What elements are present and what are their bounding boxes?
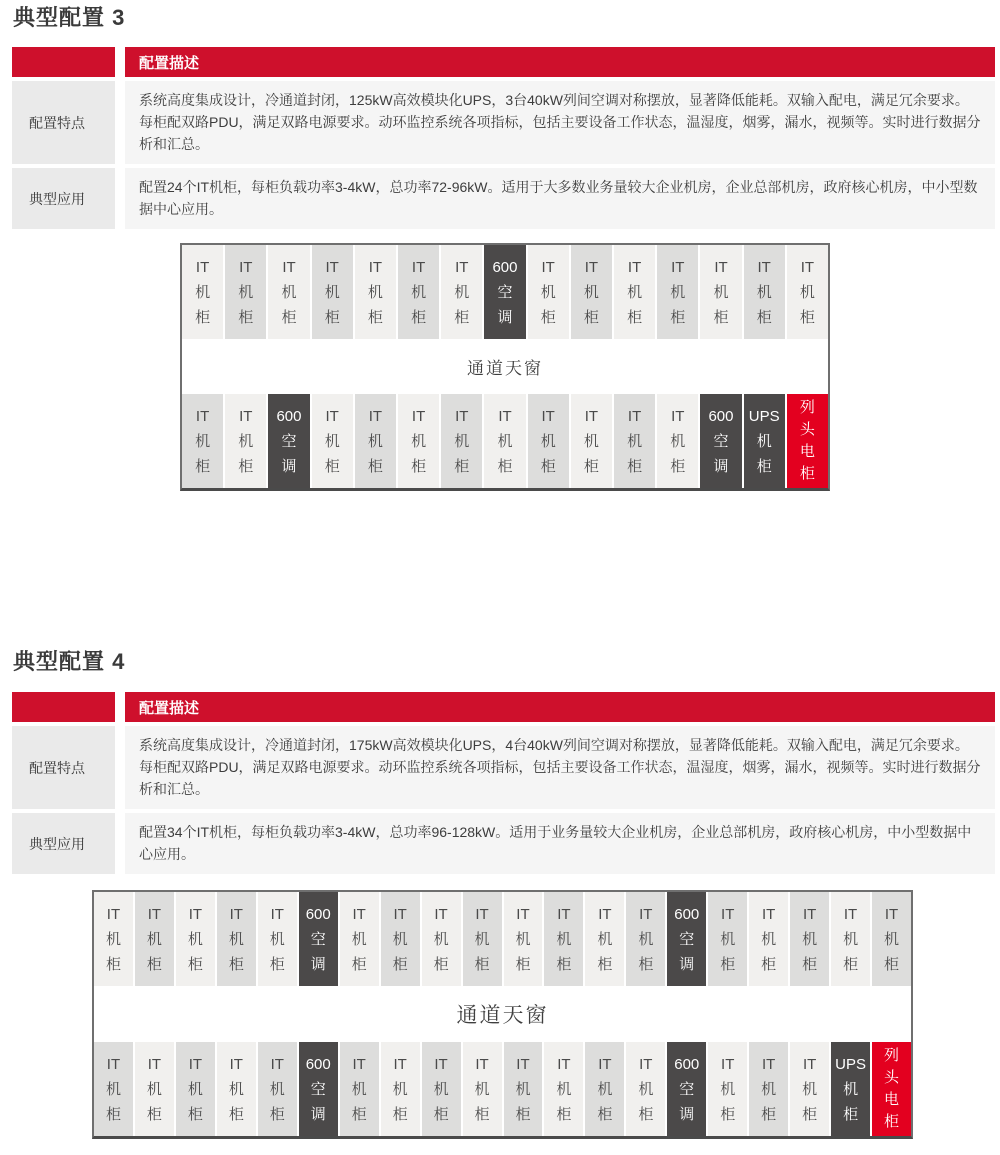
ac-600-cell: 600 空 调: [268, 394, 309, 488]
aisle-skylight-band: 通道天窗: [182, 339, 828, 394]
it-cabinet-cell: IT 机 柜: [790, 892, 829, 986]
table-row-label-application: 典型应用: [12, 813, 115, 874]
it-cabinet-cell: IT 机 柜: [463, 892, 502, 986]
it-cabinet-cell: IT 机 柜: [312, 245, 353, 339]
it-cabinet-cell: IT 机 柜: [176, 892, 215, 986]
it-cabinet-cell: IT 机 柜: [268, 245, 309, 339]
it-cabinet-cell: IT 机 柜: [571, 245, 612, 339]
ups-cabinet-cell: UPS 机 柜: [744, 394, 785, 488]
row-head-power-cabinet-cell: 列 头 电 柜: [872, 1042, 911, 1136]
it-cabinet-cell: IT 机 柜: [872, 892, 911, 986]
it-cabinet-cell: IT 机 柜: [225, 394, 266, 488]
it-cabinet-cell: IT 机 柜: [744, 245, 785, 339]
it-cabinet-cell: IT 机 柜: [182, 394, 223, 488]
it-cabinet-cell: IT 机 柜: [381, 1042, 420, 1136]
it-cabinet-cell: IT 机 柜: [340, 1042, 379, 1136]
it-cabinet-cell: IT 机 柜: [528, 394, 569, 488]
it-cabinet-cell: IT 机 柜: [585, 892, 624, 986]
it-cabinet-cell: IT 机 柜: [504, 892, 543, 986]
table-header-spacer: [12, 47, 115, 77]
ac-600-cell: 600 空 调: [667, 1042, 706, 1136]
it-cabinet-cell: IT 机 柜: [571, 394, 612, 488]
aisle-skylight-band: 通道天窗: [94, 986, 911, 1042]
it-cabinet-cell: IT 机 柜: [381, 892, 420, 986]
it-cabinet-cell: IT 机 柜: [94, 1042, 133, 1136]
config-3-spec-table: [12, 47, 995, 229]
it-cabinet-cell: IT 机 柜: [441, 245, 482, 339]
ac-600-cell: 600 空 调: [667, 892, 706, 986]
it-cabinet-cell: IT 机 柜: [463, 1042, 502, 1136]
rack-row-bottom: [94, 1042, 911, 1136]
it-cabinet-cell: IT 机 柜: [544, 1042, 583, 1136]
it-cabinet-cell: IT 机 柜: [708, 892, 747, 986]
it-cabinet-cell: IT 机 柜: [790, 1042, 829, 1136]
it-cabinet-cell: IT 机 柜: [258, 1042, 297, 1136]
table-row-text-features: 系统高度集成设计，冷通道封闭，125kW高效模块化UPS，3台40kW列间空调对称摆放，显著降低能耗。双输入配电，满足冗余要求。每柜配双路PDU，满足双路电源要求。动环监控系统各项指标，包括主要设备工作状态，温湿度，烟雾，漏水，视频等。实时进行数据分析和汇总。: [125, 81, 995, 164]
it-cabinet-cell: IT 机 柜: [749, 892, 788, 986]
it-cabinet-cell: IT 机 柜: [626, 1042, 665, 1136]
it-cabinet-cell: IT 机 柜: [312, 394, 353, 488]
table-row-label-features: 配置特点: [12, 81, 115, 164]
ac-600-cell: 600 空 调: [484, 245, 525, 339]
it-cabinet-cell: IT 机 柜: [700, 245, 741, 339]
it-cabinet-cell: IT 机 柜: [135, 892, 174, 986]
ups-cabinet-cell: UPS 机 柜: [831, 1042, 870, 1136]
it-cabinet-cell: IT 机 柜: [484, 394, 525, 488]
it-cabinet-cell: IT 机 柜: [135, 1042, 174, 1136]
it-cabinet-cell: IT 机 柜: [626, 892, 665, 986]
table-header-label: 配置描述: [125, 47, 995, 77]
it-cabinet-cell: IT 机 柜: [340, 892, 379, 986]
it-cabinet-cell: IT 机 柜: [217, 1042, 256, 1136]
it-cabinet-cell: IT 机 柜: [225, 245, 266, 339]
it-cabinet-cell: IT 机 柜: [258, 892, 297, 986]
it-cabinet-cell: IT 机 柜: [355, 245, 396, 339]
it-cabinet-cell: IT 机 柜: [657, 394, 698, 488]
it-cabinet-cell: IT 机 柜: [176, 1042, 215, 1136]
it-cabinet-cell: IT 机 柜: [422, 892, 461, 986]
table-row-text-application: 配置34个IT机柜，每柜负载功率3-4kW，总功率96-128kW。适用于业务量较大企业机房，企业总部机房，政府核心机房，中小型数据中心应用。: [125, 813, 995, 874]
rack-row-top: [182, 245, 828, 339]
it-cabinet-cell: IT 机 柜: [182, 245, 223, 339]
ac-600-cell: 600 空 调: [299, 892, 338, 986]
it-cabinet-cell: IT 机 柜: [585, 1042, 624, 1136]
section-title-config-4: 典型配置 4: [13, 649, 126, 674]
ac-600-cell: 600 空 调: [299, 1042, 338, 1136]
it-cabinet-cell: IT 机 柜: [504, 1042, 543, 1136]
it-cabinet-cell: IT 机 柜: [217, 892, 256, 986]
config-3-rack-layout-diagram: [180, 243, 830, 491]
it-cabinet-cell: IT 机 柜: [657, 245, 698, 339]
table-header-label: 配置描述: [125, 692, 995, 722]
config-4-spec-table: [12, 692, 995, 874]
rack-row-top: [94, 892, 911, 986]
it-cabinet-cell: IT 机 柜: [708, 1042, 747, 1136]
it-cabinet-cell: IT 机 柜: [528, 245, 569, 339]
table-row-label-application: 典型应用: [12, 168, 115, 229]
table-row-text-application: 配置24个IT机柜，每柜负载功率3-4kW，总功率72-96kW。适用于大多数业务量较大企业机房，企业总部机房，政府核心机房，中小型数据中心应用。: [125, 168, 995, 229]
it-cabinet-cell: IT 机 柜: [787, 245, 828, 339]
table-header-spacer: [12, 692, 115, 722]
it-cabinet-cell: IT 机 柜: [422, 1042, 461, 1136]
rack-row-bottom: [182, 394, 828, 488]
it-cabinet-cell: IT 机 柜: [398, 245, 439, 339]
it-cabinet-cell: IT 机 柜: [614, 394, 655, 488]
section-title-config-3: 典型配置 3: [13, 5, 126, 30]
it-cabinet-cell: IT 机 柜: [355, 394, 396, 488]
it-cabinet-cell: IT 机 柜: [544, 892, 583, 986]
table-row-label-features: 配置特点: [12, 726, 115, 809]
table-row-text-features: 系统高度集成设计，冷通道封闭，175kW高效模块化UPS，4台40kW列间空调对称摆放，显著降低能耗。双输入配电，满足冗余要求。每柜配双路PDU，满足双路电源要求。动环监控系统各项指标，包括主要设备工作状态，温湿度，烟雾，漏水，视频等。实时进行数据分析和汇总。: [125, 726, 995, 809]
config-4-rack-layout-diagram: [92, 890, 913, 1139]
row-head-power-cabinet-cell: 列 头 电 柜: [787, 394, 828, 488]
it-cabinet-cell: IT 机 柜: [831, 892, 870, 986]
it-cabinet-cell: IT 机 柜: [614, 245, 655, 339]
it-cabinet-cell: IT 机 柜: [398, 394, 439, 488]
it-cabinet-cell: IT 机 柜: [94, 892, 133, 986]
ac-600-cell: 600 空 调: [700, 394, 741, 488]
it-cabinet-cell: IT 机 柜: [749, 1042, 788, 1136]
it-cabinet-cell: IT 机 柜: [441, 394, 482, 488]
